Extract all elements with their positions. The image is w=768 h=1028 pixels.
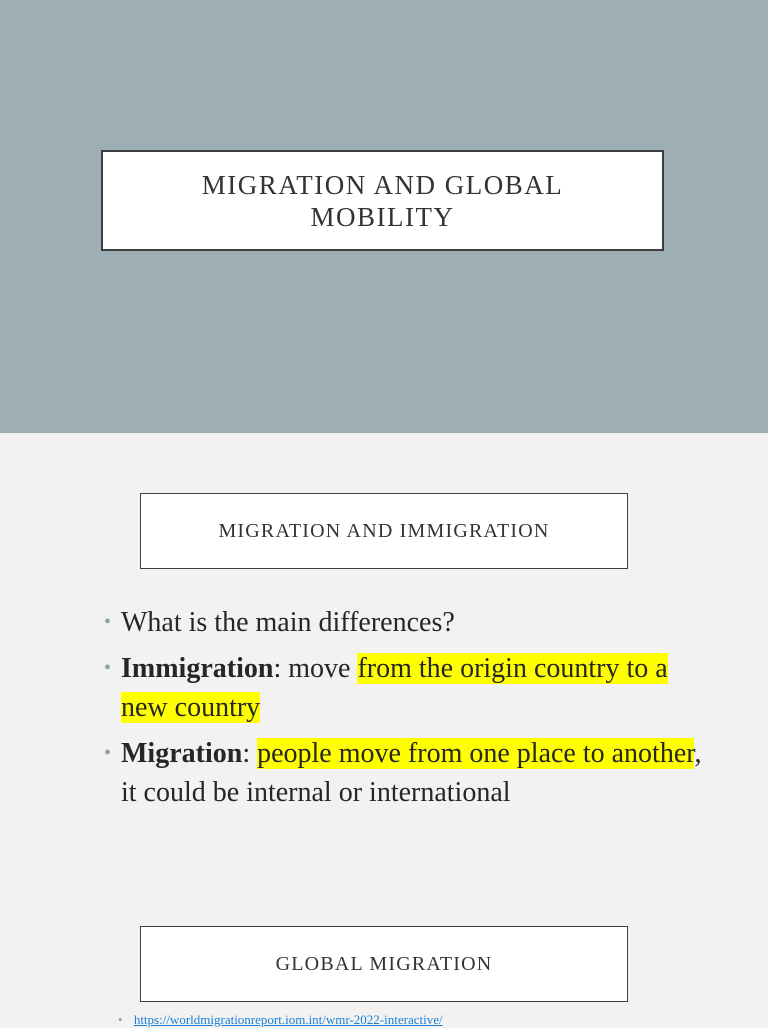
bullet-list (104, 603, 714, 819)
bullet-rest: , it could be internal or international (121, 738, 702, 808)
highlighted-text: people move from one place to another (257, 738, 695, 769)
bullet-text: What is the main differences? (121, 607, 455, 638)
section-title-box (140, 926, 628, 1002)
bullet-dot-icon: • (118, 1012, 123, 1027)
title-line-1: MIGRATION AND GLOBAL (201, 169, 564, 200)
report-link[interactable]: https://worldmigrationreport.iom.int/wmr-2022-interactive/ (133, 1012, 443, 1027)
bullet-separator: : (242, 738, 258, 769)
title-slide (0, 0, 768, 433)
bullet-item (104, 734, 714, 812)
bullet-item (104, 603, 714, 642)
bullet-item (104, 649, 714, 727)
bullet-dot-icon: • (104, 742, 112, 764)
bullet-term: Migration (121, 738, 243, 769)
link-item (118, 1012, 718, 1028)
bullet-dot-icon: • (104, 657, 112, 679)
title-box (101, 150, 664, 251)
section-title: MIGRATION AND IMMIGRATION (218, 519, 550, 542)
section-title-box (140, 493, 628, 569)
section-title: GLOBAL MIGRATION (275, 952, 493, 975)
bullet-separator: : move (273, 653, 358, 684)
highlighted-text: from the origin country to a new country (121, 653, 668, 723)
title-line-2: MOBILITY (310, 201, 455, 232)
bullet-dot-icon: • (104, 611, 112, 633)
bullet-term: Immigration (121, 653, 274, 684)
slide-title (202, 169, 564, 233)
content-slide (0, 433, 768, 1027)
